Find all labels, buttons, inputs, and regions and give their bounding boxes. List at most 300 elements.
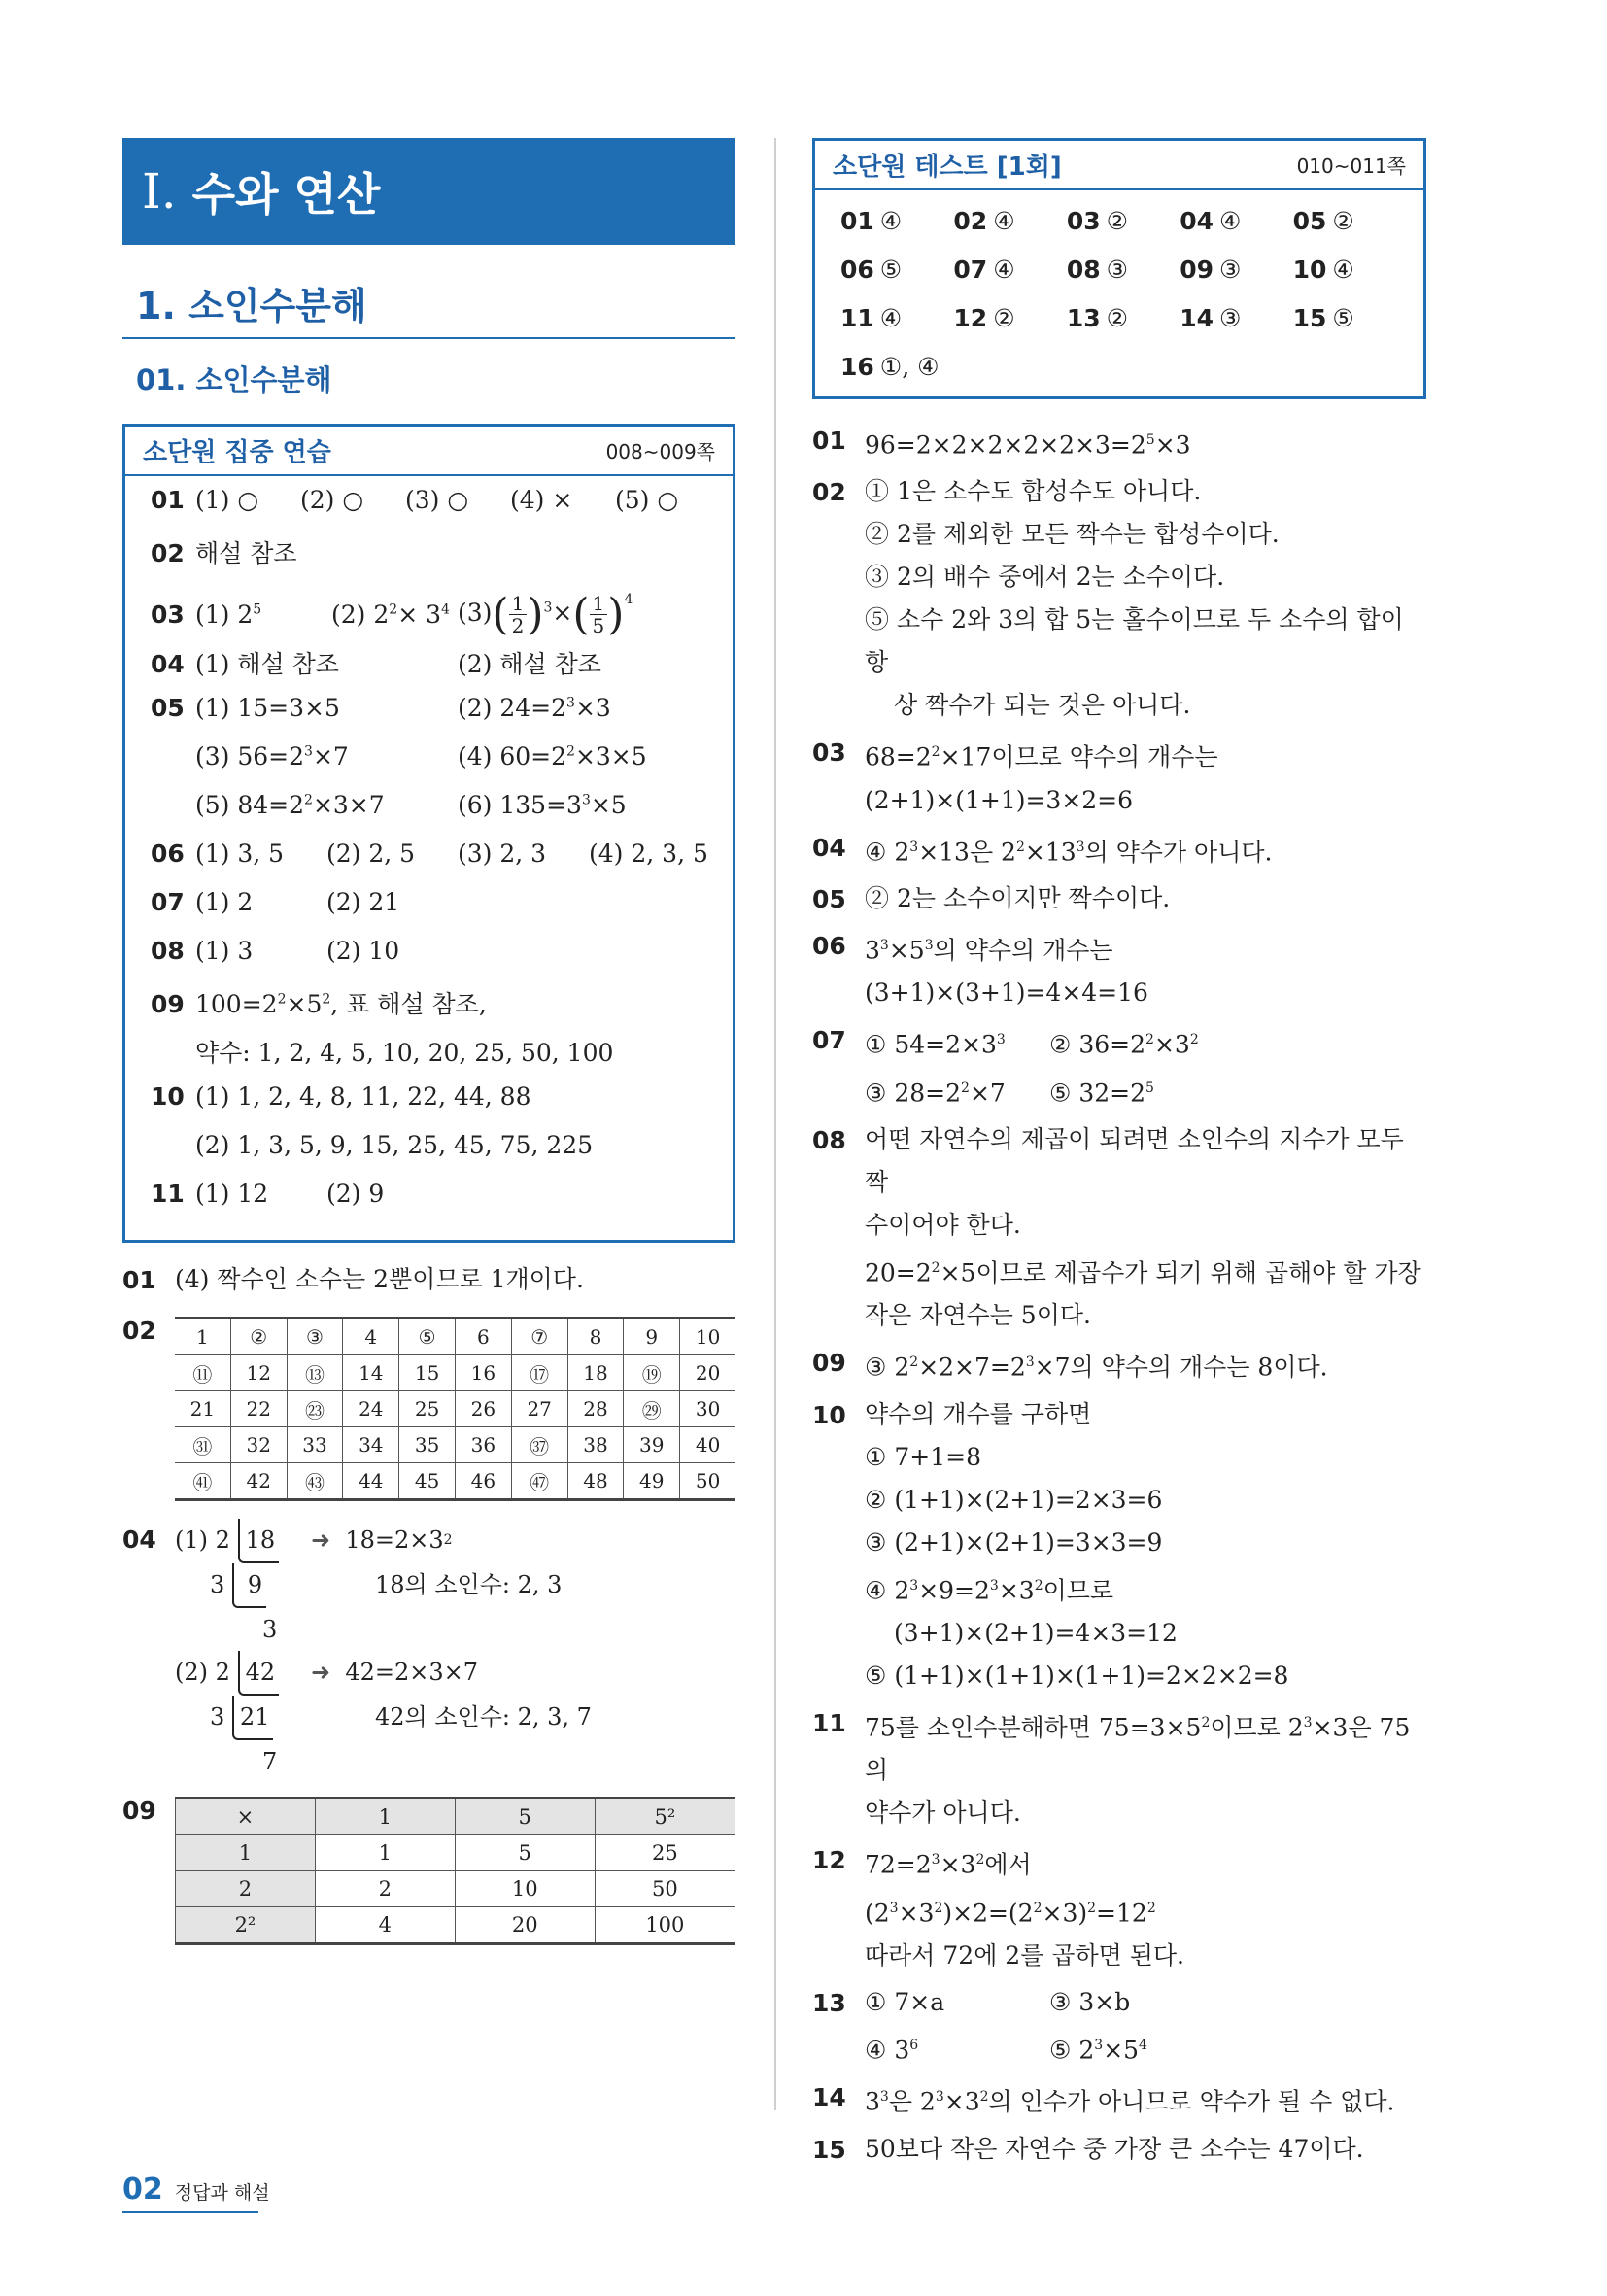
- solution-line: 상 짝수가 되는 것은 아니다.: [894, 691, 1191, 720]
- page-footer: [122, 2173, 270, 2207]
- solution-item: [812, 427, 1426, 466]
- answer-part: [458, 694, 611, 722]
- exponent: 5: [1145, 1079, 1154, 1096]
- exponent: 3: [543, 600, 553, 616]
- table-cell: 100: [595, 1907, 735, 1944]
- table-cell: ⑪: [175, 1355, 230, 1391]
- solution-line: ⑤ (1+1)×(1+1)×(1+1)=2×2×2=8: [865, 1661, 1289, 1690]
- solution-line: 약수의 개수를 구하면: [865, 1399, 1092, 1428]
- table-cell: ㊲: [511, 1427, 567, 1463]
- solution-number: 12: [812, 1846, 846, 1875]
- exponent: 3: [1076, 839, 1085, 855]
- test-answer: [1067, 304, 1180, 332]
- arrow-right-icon: ➜: [311, 1526, 331, 1554]
- practice-box-pages: 008~009쪽: [605, 440, 715, 463]
- question-number: 07: [953, 255, 988, 284]
- answer-row: [151, 888, 715, 937]
- chapter-title: 수와 연산: [191, 168, 381, 221]
- table-cell: 35: [399, 1427, 456, 1463]
- test-answer: [1067, 256, 1180, 284]
- dividend: 18: [238, 1519, 280, 1563]
- solution-item: [122, 1797, 735, 1945]
- exponent: 2: [1146, 1900, 1156, 1916]
- solution-item: [812, 932, 1426, 1014]
- table-row: [175, 1427, 735, 1463]
- solution-text: ×3: [1154, 430, 1191, 460]
- answer-row: [151, 1082, 715, 1131]
- answer-row: [151, 1131, 715, 1180]
- page-number: 02: [122, 2173, 163, 2207]
- table-row: [176, 1871, 735, 1907]
- result-text: 18의 소인수: 2, 3: [375, 1571, 563, 1598]
- solution-number: 04: [122, 1525, 156, 1554]
- table-cell: 8: [567, 1319, 624, 1355]
- solution-text: ② 36=2: [1049, 1030, 1146, 1059]
- answer-choice: ②: [1106, 206, 1129, 235]
- divisor-table: [175, 1797, 735, 1945]
- table-cell: 48: [567, 1463, 624, 1500]
- solution-number: 02: [122, 1317, 156, 1345]
- divisor: 3: [210, 1703, 225, 1731]
- question-number: 02: [953, 206, 988, 235]
- exponent: 2: [961, 1079, 970, 1096]
- solution-line: [865, 1887, 1426, 1935]
- table-cell: 32: [230, 1427, 287, 1463]
- answer-row: [840, 342, 1406, 391]
- table-cell: 25: [399, 1391, 456, 1427]
- exponent: 2: [931, 1259, 940, 1276]
- exponent: 5: [1145, 432, 1155, 448]
- solution-item: [812, 1846, 1426, 1977]
- table-cell: 9: [624, 1319, 680, 1355]
- solution-number: 15: [812, 2135, 846, 2164]
- table-cell: ㉓: [287, 1391, 343, 1427]
- answer-part: (1) ○: [195, 486, 259, 514]
- test-box-header: [815, 141, 1423, 190]
- test-answer: [1293, 304, 1406, 332]
- exponent: 2: [1189, 1032, 1199, 1048]
- answer-part: [458, 742, 647, 771]
- solution-line: (2+1)×(1+1)=3×2=6: [865, 785, 1134, 814]
- answer-part: (5) ○: [615, 486, 679, 514]
- left-column: [122, 138, 735, 1957]
- solution-text: 의 약수의 개수는: [933, 936, 1113, 965]
- table-row: [176, 1907, 735, 1944]
- exponent: 4: [1139, 2037, 1147, 2053]
- table-cell: ⑦: [511, 1319, 567, 1355]
- result-text: 42=2×3×7: [345, 1659, 479, 1686]
- answer-part: [195, 985, 487, 1020]
- answer-choice: ⑤: [879, 255, 903, 284]
- solution-part: [865, 1018, 1049, 1066]
- solution-body: [865, 470, 1426, 727]
- division-step: [175, 1563, 375, 1608]
- table-row: [176, 1799, 735, 1835]
- solution-text: 3: [865, 2087, 880, 2116]
- table-cell: 24: [343, 1391, 399, 1427]
- test-box: [812, 138, 1426, 399]
- solution-text: ① 7×a: [865, 1987, 945, 2016]
- exponent: 2: [979, 2089, 989, 2106]
- solution-text: ×13은 2: [918, 837, 1016, 866]
- answer-choice: ④: [879, 303, 903, 332]
- solution-body: [865, 924, 1426, 1014]
- exponent: 2: [909, 1354, 919, 1371]
- table-cell: ㊼: [511, 1463, 567, 1500]
- table-cell: 25: [595, 1835, 735, 1871]
- numerator: 1: [509, 593, 528, 615]
- question-number: 09: [1180, 255, 1214, 284]
- question-number: 01: [840, 206, 874, 235]
- exponent: 3: [566, 695, 575, 711]
- exponent: 3: [935, 2089, 944, 2106]
- answer-part: (3) ○: [405, 486, 469, 514]
- solution-number: 06: [812, 931, 846, 960]
- answer-choice: ④: [879, 206, 903, 235]
- solution-item: [812, 1349, 1426, 1388]
- table-cell: 5²: [595, 1799, 735, 1835]
- solution-line: (3+1)×(3+1)=4×4=16: [865, 978, 1148, 1008]
- right-solutions: [812, 427, 1426, 2171]
- solution-body: [865, 731, 1426, 821]
- answer-text: (2) 24=2: [458, 694, 567, 722]
- solution-line: [865, 2024, 1426, 2072]
- solution-item: [812, 885, 1426, 920]
- exponent: 3: [879, 937, 889, 953]
- prime-table: [175, 1317, 735, 1501]
- solution-line: [865, 1838, 1426, 1886]
- table-cell: 10: [680, 1319, 735, 1355]
- table-cell: 28: [567, 1391, 624, 1427]
- left-solutions: [122, 1266, 735, 1945]
- exponent: 3: [909, 1577, 919, 1593]
- solution-body: [175, 1317, 735, 1501]
- dividend: 21: [232, 1696, 274, 1740]
- test-box-body: [815, 190, 1423, 396]
- table-cell: ⑤: [399, 1319, 456, 1355]
- solution-body: [865, 419, 1426, 466]
- answer-row: [151, 985, 715, 1034]
- divisor: 2: [215, 1659, 230, 1686]
- answer-part: 해설 참조: [195, 539, 297, 567]
- solution-body: [865, 826, 1426, 874]
- question-number: 03: [1066, 206, 1101, 235]
- table-cell: 22: [230, 1391, 287, 1427]
- exponent: 3: [1025, 1354, 1035, 1371]
- solution-body: [175, 1519, 735, 1783]
- table-cell: 44: [343, 1463, 399, 1500]
- table-cell: 45: [399, 1463, 456, 1500]
- answer-part: [331, 600, 458, 629]
- answer-text: (1) 2: [195, 600, 254, 629]
- answer-part: [458, 791, 627, 819]
- table-cell: ⑬: [287, 1355, 343, 1391]
- table-cell: 50: [595, 1871, 735, 1907]
- question-number: 06: [151, 840, 185, 868]
- table-cell: 18: [567, 1355, 624, 1391]
- answer-text: (3): [458, 598, 493, 627]
- test-answer: [840, 304, 953, 332]
- practice-box: [122, 424, 735, 1243]
- quotient: 7: [262, 1748, 278, 1775]
- question-number: 08: [1066, 255, 1101, 284]
- question-number: 08: [151, 937, 185, 965]
- solution-text: 72=2: [865, 1850, 932, 1879]
- solution-line: ③ (2+1)×(2+1)=3×3=9: [865, 1527, 1163, 1557]
- table-cell: 20: [680, 1355, 735, 1391]
- solution-line: [865, 1564, 1426, 1612]
- answer-part: (2) 2, 5: [326, 840, 416, 868]
- solution-text: ×5: [1103, 2036, 1140, 2065]
- test-answer: [953, 256, 1066, 284]
- solution-line: ② (1+1)×(2+1)=2×3=6: [865, 1485, 1163, 1514]
- test-box-pages: 010~011쪽: [1296, 154, 1406, 178]
- table-cell: ⑲: [624, 1355, 680, 1391]
- answer-text: ×5: [590, 791, 627, 819]
- solution-item: [122, 1519, 735, 1783]
- solution-text: ×3은 75의: [865, 1713, 1411, 1785]
- answer-row: [151, 937, 715, 985]
- solution-body: [865, 1838, 1426, 1977]
- table-cell: ③: [287, 1319, 343, 1355]
- solution-text: ⑤ 32=2: [1049, 1078, 1146, 1107]
- solution-line: ① 7+1=8: [865, 1442, 981, 1471]
- table-cell: ㊸: [287, 1463, 343, 1500]
- table-cell: 15: [399, 1355, 456, 1391]
- solution-item: [122, 1266, 735, 1301]
- exponent: 2: [975, 1852, 985, 1868]
- table-cell: 34: [343, 1427, 399, 1463]
- answer-part: [195, 791, 458, 819]
- solution-text: ×13: [1024, 837, 1077, 866]
- solution-number: 09: [812, 1349, 846, 1378]
- answer-choice: ③: [1106, 255, 1129, 284]
- exponent: 4: [624, 591, 633, 607]
- question-number: 10: [151, 1082, 185, 1111]
- exponent: 4: [441, 601, 450, 618]
- answer-choice: ②: [1332, 206, 1354, 235]
- exponent: 2: [934, 1900, 943, 1916]
- test-answer: [1293, 207, 1406, 235]
- solution-line: [865, 1067, 1426, 1114]
- question-number: 05: [1292, 206, 1327, 235]
- result-text: 42의 소인수: 2, 3, 7: [375, 1703, 592, 1731]
- answer-text: ×3: [574, 694, 611, 722]
- solution-text: 96=2×2×2×2×2×3=2: [865, 430, 1146, 460]
- solution-item: [812, 478, 1426, 727]
- exponent: 2: [277, 991, 287, 1008]
- exponent: 2: [322, 991, 331, 1008]
- solution-text: 에서: [984, 1850, 1032, 1879]
- table-cell: 14: [343, 1355, 399, 1391]
- solution-text: 50보다 작은 자연수 중 가장 큰 소수는 47이다.: [865, 2134, 1364, 2163]
- numerator: 1: [590, 593, 608, 615]
- part-label: (2): [175, 1659, 208, 1686]
- solution-number: 02: [812, 478, 846, 507]
- exponent: 3: [304, 743, 313, 760]
- divisor: 2: [215, 1526, 230, 1554]
- answer-row: [840, 293, 1406, 342]
- answer-text: , 표 해설 참조,: [330, 990, 487, 1018]
- table-cell: 39: [624, 1427, 680, 1463]
- solution-line: [865, 1701, 1426, 1792]
- answer-row: [151, 694, 715, 742]
- solution-line: 약수가 아니다.: [865, 1799, 1021, 1828]
- table-row: [176, 1835, 735, 1871]
- solution-number: 03: [812, 738, 846, 768]
- answer-choice: ⑤: [1332, 303, 1354, 332]
- solution-text: ×5: [888, 936, 925, 965]
- question-number: 16: [840, 352, 874, 381]
- answer-row: [151, 534, 715, 583]
- exponent: 3: [889, 1900, 899, 1916]
- answer-choice: ④: [993, 206, 1015, 235]
- exponent: 3: [989, 1577, 999, 1593]
- exponent: 3: [1094, 2037, 1104, 2053]
- table-cell: ⑰: [511, 1355, 567, 1391]
- solution-text: ⑤ 2: [1049, 2036, 1095, 2065]
- right-column: [812, 138, 1426, 2182]
- exponent: 3: [879, 2089, 889, 2106]
- test-box-title: 소단원 테스트 [1회]: [833, 153, 1062, 182]
- solution-text: 의 인수가 아니므로 약수가 될 수 없다.: [988, 2087, 1395, 2116]
- question-number: 07: [151, 888, 185, 916]
- answer-text: × 3: [397, 600, 441, 629]
- solution-text: ④ 2: [865, 1575, 910, 1604]
- solution-line: (3+1)×(2+1)=4×3=12: [894, 1618, 1178, 1647]
- exponent: 3: [931, 1852, 940, 1868]
- result-text: 18=2×3: [345, 1526, 444, 1554]
- table-cell: 2²: [176, 1907, 316, 1944]
- table-cell: ㉛: [175, 1427, 230, 1463]
- answer-text: (3) 56=2: [195, 742, 305, 771]
- solution-part: [865, 2024, 1049, 2072]
- solution-body: [865, 1981, 1426, 2072]
- question-number: 10: [1292, 255, 1327, 284]
- answer-part: (1) 1, 2, 4, 8, 11, 22, 44, 88: [195, 1082, 531, 1111]
- practice-box-body: [125, 476, 733, 1240]
- answer-part: (1) 12: [195, 1180, 269, 1208]
- solution-number: 09: [122, 1797, 156, 1825]
- answer-text: ×7: [312, 742, 349, 771]
- part-label: (1): [175, 1526, 208, 1554]
- answer-choice: ②: [993, 303, 1015, 332]
- footer-label: 정답과 해설: [174, 2182, 270, 2204]
- table-row: [175, 1319, 735, 1355]
- table-cell: ×: [176, 1799, 316, 1835]
- solution-text: ×5이므로 제곱수가 되기 위해 곱해야 할 가장: [940, 1258, 1421, 1287]
- answer-part: (1) 3, 5: [195, 840, 285, 868]
- table-row: [175, 1463, 735, 1500]
- exponent: 3: [909, 839, 919, 855]
- answer-row: [151, 645, 715, 694]
- answer-row: [151, 486, 715, 534]
- test-answer: [953, 304, 1066, 332]
- answer-part: 약수: 1, 2, 4, 5, 10, 20, 25, 50, 100: [195, 1039, 614, 1067]
- answer-part: (1) 2: [195, 888, 254, 916]
- answer-part: [195, 600, 331, 629]
- solution-number: 11: [812, 1708, 846, 1737]
- answer-part: (3)( $\frac{1}{2}$ )$^3$×( $\frac{1}{5}$ )$^4$: [458, 589, 633, 639]
- answer-part: (3) 2, 3: [458, 840, 547, 868]
- table-cell: 5: [455, 1835, 595, 1871]
- answer-text: (2) 2: [331, 600, 390, 629]
- solution-line: [865, 924, 1426, 972]
- solution-line: ① 1은 소수도 합성수도 아니다.: [865, 477, 1202, 506]
- solution-item: [122, 1317, 735, 1501]
- chapter-number: Ⅰ.: [142, 163, 177, 220]
- solution-line: [865, 1247, 1426, 1294]
- question-number: 06: [840, 255, 874, 284]
- solution-text: ② 2는 소수이지만 짝수이다.: [865, 883, 1171, 912]
- table-cell: ②: [230, 1319, 287, 1355]
- solution-part: [865, 1067, 1049, 1114]
- test-answer: [1180, 256, 1292, 284]
- table-cell: ㉙: [624, 1391, 680, 1427]
- fraction: [590, 593, 608, 636]
- solution-body: [865, 1118, 1426, 1337]
- test-answer: [1180, 304, 1292, 332]
- solution-line: ⑤ 소수 2와 3의 합 5는 홀수이므로 두 소수의 합이 항: [865, 605, 1404, 677]
- answer-choice: ③: [1219, 303, 1242, 332]
- solution-body: [865, 2075, 1426, 2123]
- solution-text: ④ 2: [865, 837, 910, 866]
- question-number: 01: [151, 486, 185, 514]
- solution-item: [812, 834, 1426, 874]
- solution-text: ④ 3: [865, 2036, 910, 2065]
- exponent: 2: [1034, 1577, 1043, 1593]
- solution-text: ×3: [898, 1898, 935, 1927]
- answer-part: (2) 1, 3, 5, 9, 15, 25, 45, 75, 225: [195, 1131, 594, 1159]
- solution-text: 75를 소인수분해하면 75=3×5: [865, 1713, 1202, 1742]
- solution-text: 의 약수가 아니다.: [1084, 837, 1273, 866]
- division-step: [175, 1696, 375, 1740]
- answer-text: 100=2: [195, 990, 278, 1018]
- question-number: 02: [151, 539, 185, 567]
- exponent: 2: [304, 792, 313, 808]
- question-number: 14: [1180, 303, 1214, 332]
- solution-text: 68=2: [865, 742, 932, 771]
- table-cell: 42: [230, 1463, 287, 1500]
- test-answer: [1067, 207, 1180, 235]
- answer-row: [840, 245, 1406, 293]
- question-number: 13: [1066, 303, 1101, 332]
- question-number: 03: [151, 600, 185, 629]
- test-answer: [840, 353, 955, 381]
- exponent: 5: [253, 601, 262, 618]
- dividend: 9: [232, 1563, 266, 1608]
- exponent: 3: [1303, 1714, 1313, 1731]
- test-answer: [1293, 256, 1406, 284]
- division-step: [175, 1519, 311, 1563]
- answer-row: [840, 196, 1406, 245]
- solution-line: [865, 1981, 1426, 2024]
- solution-item: [812, 1709, 1426, 1834]
- solution-body: [865, 1701, 1426, 1834]
- exponent: 2: [443, 1532, 453, 1548]
- table-cell: 36: [455, 1427, 511, 1463]
- solution-item: [812, 1026, 1426, 1114]
- table-cell: 2: [315, 1871, 455, 1907]
- solution-text: ×9=2: [918, 1575, 990, 1604]
- solution-line: [865, 731, 1426, 778]
- answer-part: (1) 해설 참조: [195, 650, 339, 678]
- answer-row: [151, 840, 715, 888]
- test-answer: [1180, 207, 1292, 235]
- answer-part: (1) 3: [195, 937, 254, 965]
- answer-part: (2) 해설 참조: [458, 650, 601, 678]
- table-cell: 4: [315, 1907, 455, 1944]
